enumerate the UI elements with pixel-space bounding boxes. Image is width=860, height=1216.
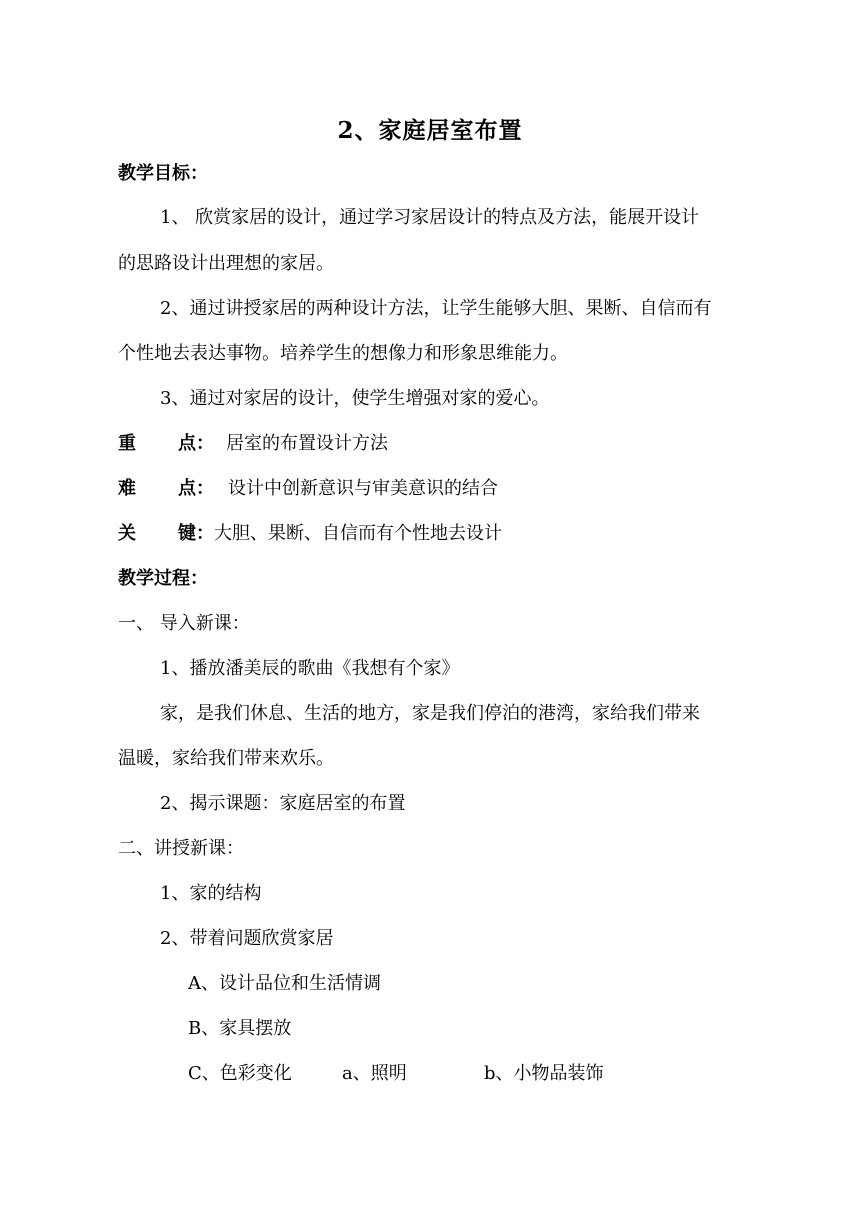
section-1-item-1: 1、播放潘美辰的歌曲《我想有个家》 (160, 658, 460, 679)
objective-2-line-2: 个性地去表达事物。培养学生的想像力和形象思维能力。 (118, 343, 568, 364)
objective-3: 3、通过对家居的设计，使学生增强对家的爱心。 (160, 388, 550, 409)
section-2-sub-c-a: a、照明 (342, 1063, 407, 1084)
key-label-2: 键： (178, 523, 214, 544)
section-2-sub-c-b: b、小物品装饰 (484, 1063, 604, 1084)
section-1-paragraph-line-1: 家，是我们休息、生活的地方，家是我们停泊的港湾，家给我们带来 (160, 703, 700, 724)
key-row (118, 521, 502, 547)
key-point-row (118, 431, 388, 457)
key-point-label-2: 点： (178, 433, 214, 454)
section-1-item-2: 2、揭示课题：家庭居室的布置 (160, 793, 406, 814)
section-2-sub-a: A、设计品位和生活情调 (188, 973, 381, 994)
section-1-title: 一、 导入新课： (118, 613, 250, 634)
section-2-sub-c-row (188, 1061, 604, 1087)
difficulty-value: 设计中创新意识与审美意识的结合 (228, 478, 498, 499)
key-point-value: 居室的布置设计方法 (226, 433, 388, 454)
objectives-heading: 教学目标： (118, 163, 208, 184)
section-2-item-1: 1、家的结构 (160, 883, 262, 904)
key-label-1: 关 (118, 523, 136, 544)
key-point-label-1: 重 (118, 433, 136, 454)
section-1-paragraph-line-2: 温暖，家给我们带来欢乐。 (118, 748, 334, 769)
difficulty-label-2: 点： (178, 478, 214, 499)
objective-1-line-2: 的思路设计出理想的家居。 (118, 253, 334, 274)
section-2-title: 二、讲授新课： (118, 838, 244, 859)
section-2-item-2: 2、带着问题欣赏家居 (160, 928, 334, 949)
section-2-sub-c: C、色彩变化 (188, 1063, 292, 1084)
objective-2-line-1: 2、通过讲授家居的两种设计方法，让学生能够大胆、果断、自信而有 (160, 298, 712, 319)
process-heading: 教学过程： (118, 568, 208, 589)
section-2-sub-b: B、家具摆放 (188, 1018, 292, 1039)
key-value: 大胆、果断、自信而有个性地去设计 (214, 523, 502, 544)
objective-1-line-1: 1、 欣赏家居的设计，通过学习家居设计的特点及方法，能展开设计 (160, 207, 700, 228)
difficulty-row (118, 476, 498, 502)
difficulty-label-1: 难 (118, 478, 136, 499)
page-title: 2、家庭居室布置 (337, 117, 523, 144)
